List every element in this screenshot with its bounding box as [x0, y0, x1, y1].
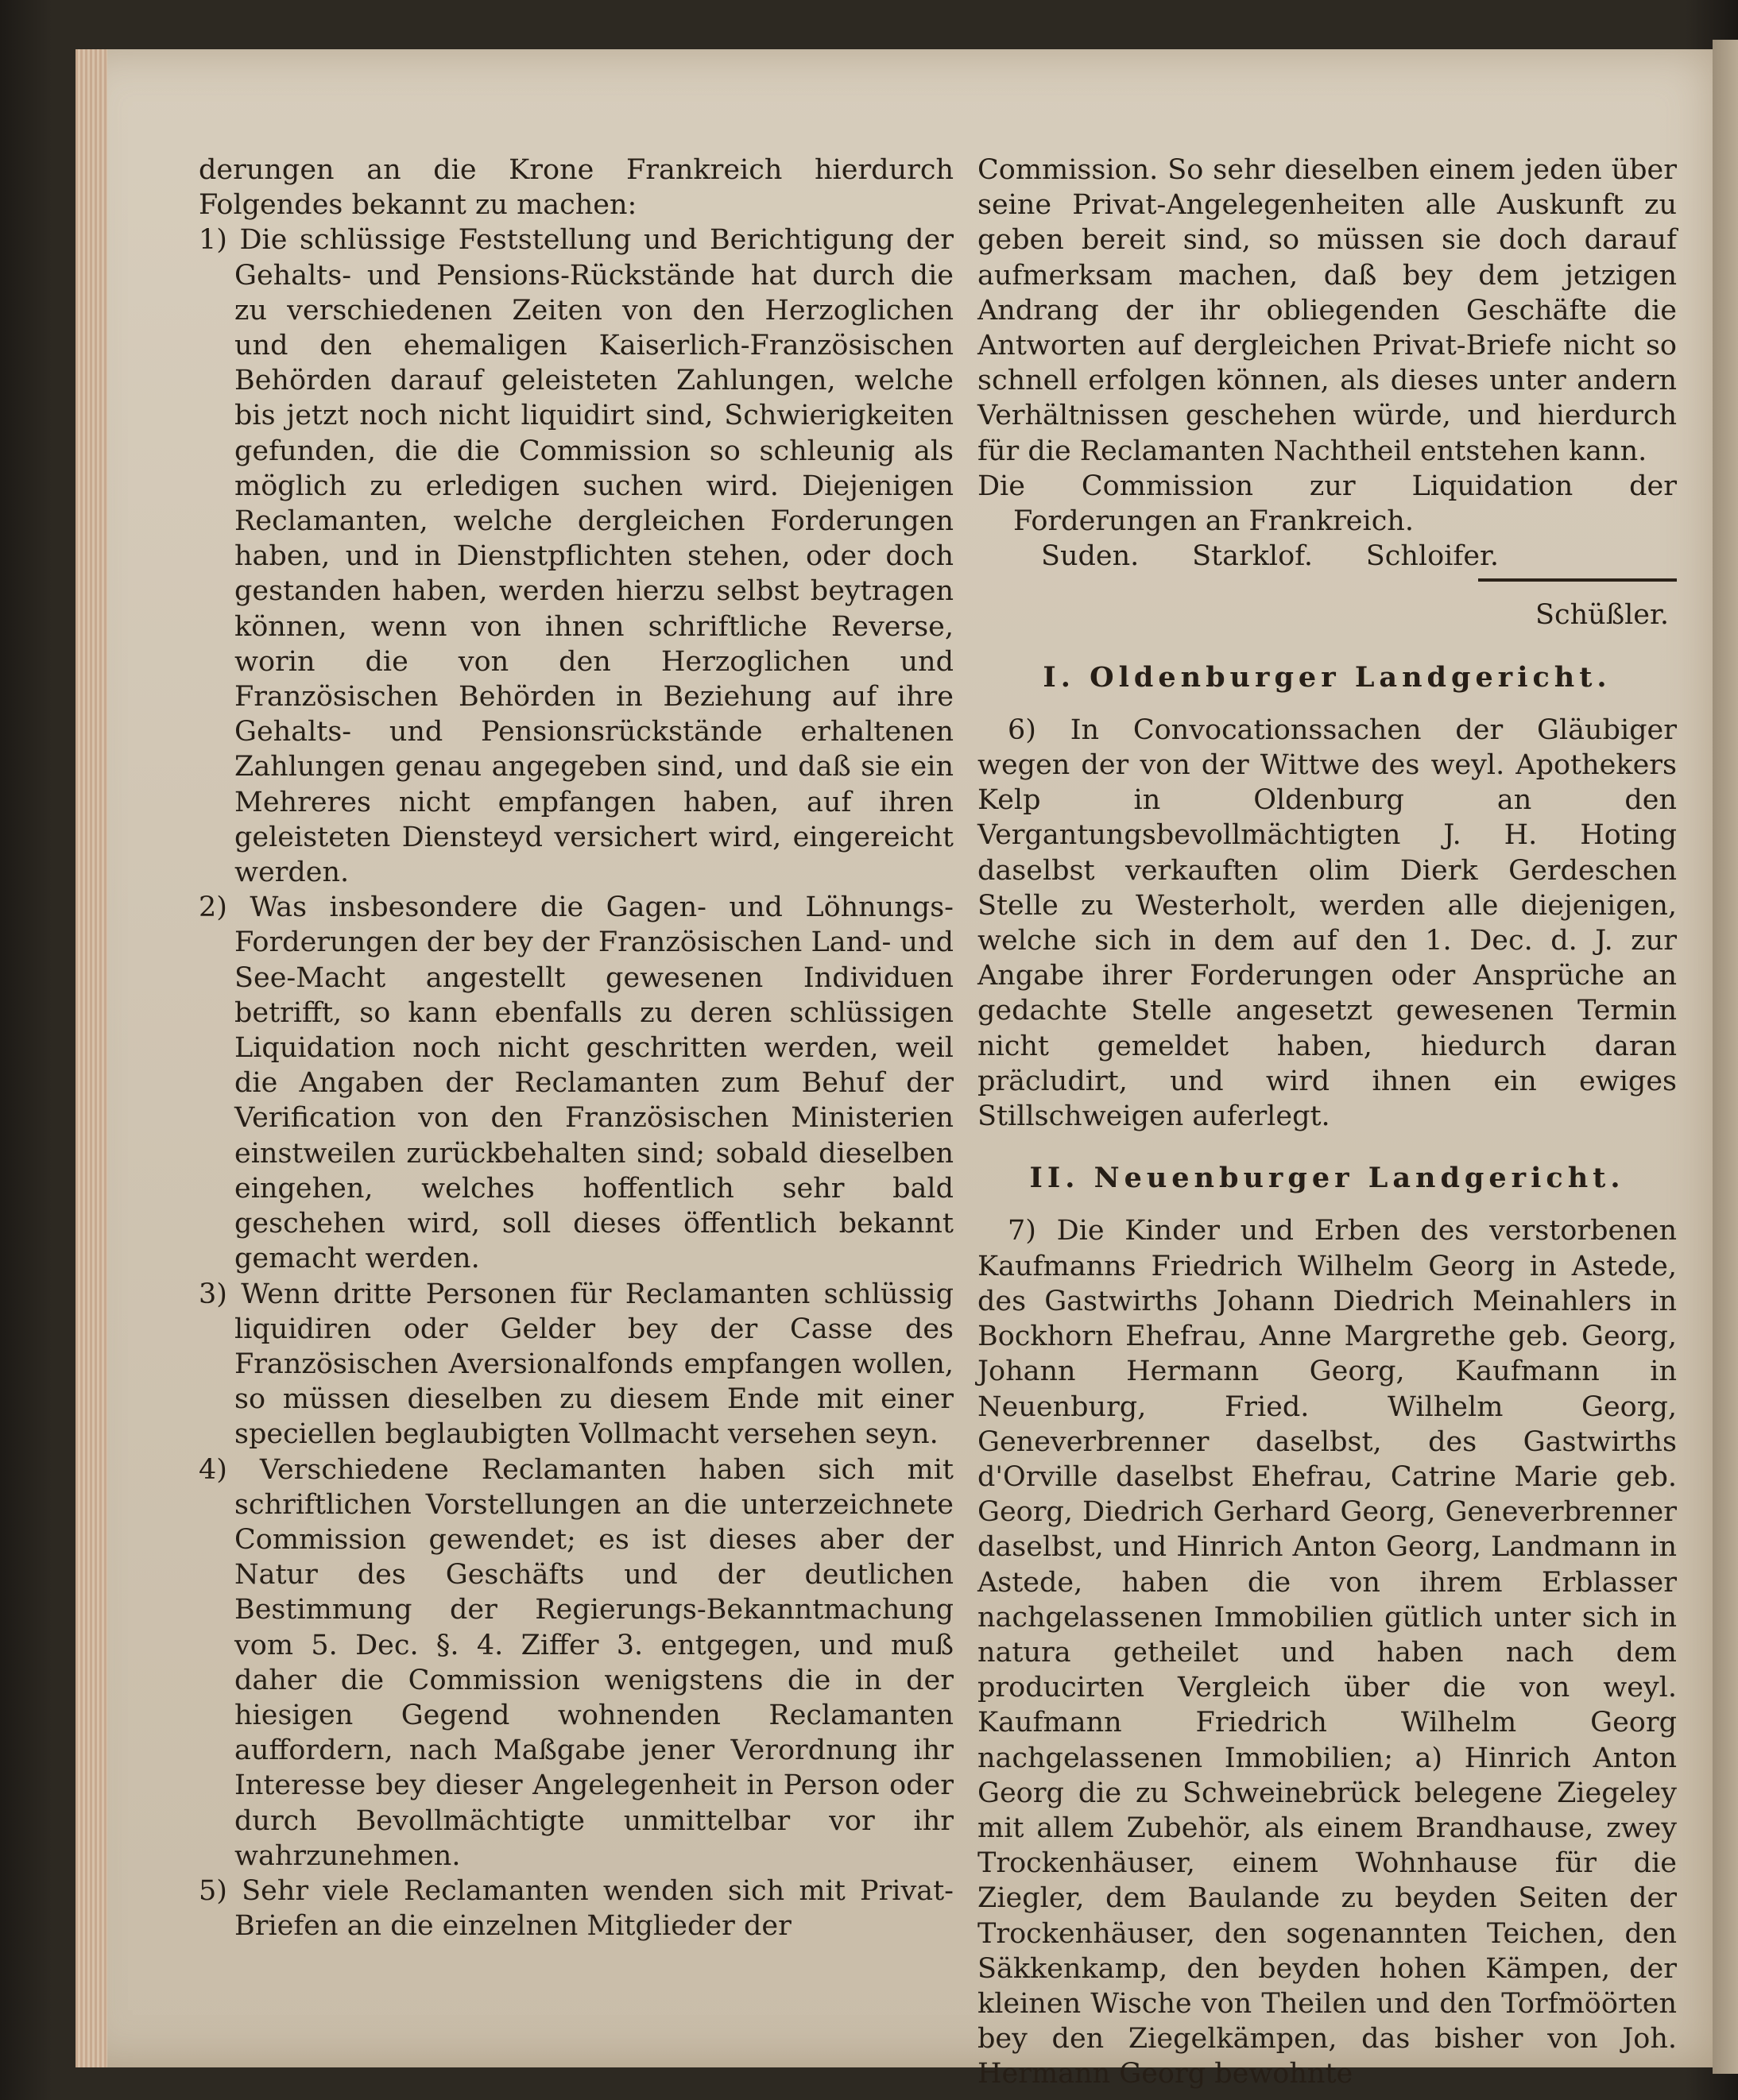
section-title-oldenburg: I. Oldenburger Landgericht.: [1043, 660, 1612, 694]
list-item: [199, 890, 954, 1276]
intro-text: derungen an die Krone Frankreich hierdurch Folgendes bekannt zu machen:: [199, 154, 954, 222]
item-number: 5): [199, 1874, 227, 1907]
section-text-oldenburg: 6) In Convocationssachen der Gläubiger wegen der von der Wittwe des weyl. Apothekers Kelp in Oldenburg an den Vergantungsbevollmächtigten J. H. Hoting daselbst verkauften olim Dierk Gerdeschen Stelle zu Westerholt, werden alle diejenigen, welche sich in dem auf den 1. Dec. d. J. zur Angabe ihrer Forderungen oder Ansprüche an gedachte Stelle angesetzt gewesenen Termin nicht gemeldet haben, hiedurch daran präcludirt, und wird ihnen ein ewiges Stillschweigen auferlegt.: [977, 714, 1677, 1133]
continuation-text: Commission. So sehr dieselben einem jeden über seine Privat-Angelegenheiten alle Auskunft zu geben bereit sind, so müssen sie doch darauf aufmerksam machen, daß bey dem jetzigen Andrang der ihr obliegenden Geschäfte die Antworten auf dergleichen Privat-Briefe nicht so schnell erfolgen können, als dieses unter andern Verhältnissen geschehen würde, und hierdurch für die Reclamanten Nachtheil entstehen kann.: [977, 154, 1677, 467]
signature-rule: [1478, 578, 1677, 582]
item-number: 2): [199, 891, 227, 924]
item-text: Wenn dritte Personen für Reclamanten schlüssig liquidiren oder Gelder bey der Casse des Französischen Aversionalfonds empfangen wollen, so müssen dieselben zu diesem Ende mit einer speciellen beglaubigten Vollmacht versehen seyn.: [234, 1278, 954, 1451]
section-text-neuenburg: 7) Die Kinder und Erben des verstorbenen Kaufmanns Friedrich Wilhelm Georg in Astede, des Gastwirths Johann Diedrich Meinahlers in Bockhorn Ehefrau, Anne Margrethe geb. Georg, Johann Hermann Georg, Kaufmann in Neuenburg, Fried. Wilhelm Georg, Geneverbrenner daselbst, des Gastwirths d'Orville daselbst Ehefrau, Catrine Marie geb. Georg, Diedrich Gerhard Georg, Geneverbrenner daselbst, und Hinrich Anton Georg, Landmann in Astede, haben die von ihrem Erblasser nachgelassenen Immobilien gütlich unter sich in natura getheilet und haben nach dem producirten Vergleich über die von weyl. Kaufmann Friedrich Wilhelm Georg nachgelassenen Immobilien; a) Hinrich Anton Georg die zu Schweinebrück belegene Ziegeley mit allem Zubehör, als einem Brandhause, zwey Trockenhäuser, einem Wohnhause für die Ziegler, dem Baulande zu beyden Seiten der Trockenhäuser, den sogenannten Teichen, den Säkkenkamp, den beyden hohen Kämpen, der kleinen Wische von Theilen und den Torfmöörten bey den Ziegelkämpen, das bisher von Joh. Hermann Georg bewohnte: [977, 1215, 1677, 2090]
section-title-neuenburg: II. Neuenburger Landgericht.: [1029, 1162, 1625, 1195]
list-item: [199, 222, 954, 890]
right-column: [977, 153, 1677, 2092]
page-edges: [75, 49, 107, 2067]
list-item: [199, 1277, 954, 1452]
item-text: Verschiedene Reclamanten haben sich mit schriftlichen Vorstellungen an die unterzeichnete Commission gewendet; es ist dieses aber der Natur des Geschäfts und der deutlichen Bestimmung der Regierungs-Bekanntmachung vom 5. Dec. §. 4. Ziffer 3. entgegen, und muß daher die Commission wenigstens die in der hiesigen Gegend wohnenden Reclamanten auffordern, nach Maßgabe jener Verordnung ihr Interesse bey dieser Angelegenheit in Person oder durch Bevollmächtigte unmittelbar vor ihr wahrzunehmen.: [234, 1453, 954, 1872]
list-item: [199, 1452, 954, 1874]
item-number: 4): [199, 1453, 227, 1486]
left-column: [199, 153, 954, 1943]
signer: Suden.: [1041, 540, 1140, 573]
item-text: Was insbesondere die Gagen- und Löhnungs-Forderungen der bey der Französischen Land- und See-Macht angestellt gewesenen Individuen betrifft, so kann ebenfalls zu deren schlüssigen Liquidation noch nicht geschritten werden, weil die Angaben der Reclamanten zum Behuf der Verification von den Französischen Ministerien einstweilen zurückbehalten sind; sobald dieselben eingehen, welches hoffentlich sehr bald geschehen wird, soll dieses öffentlich bekannt gemacht werden.: [234, 891, 954, 1275]
signer-names: [977, 539, 1677, 574]
item-number: 3): [199, 1278, 227, 1310]
item-text: Die schlüssige Feststellung und Berichtigung der Gehalts- und Pensions-Rückstände hat durch die zu verschiedenen Zeiten von den Herzoglichen und den ehemaligen Kaiserlich-Französischen Behörden darauf geleisteten Zahlungen, welche bis jetzt noch nicht liquidirt sind, Schwierigkeiten gefunden, die die Commission so schleunig als möglich zu erledigen suchen wird. Diejenigen Reclamanten, welche dergleichen Forderungen haben, und in Dienstpflichten stehen, oder doch gestanden haben, werden hierzu selbst beytragen können, wenn von ihnen schriftliche Reverse, worin die von den Herzoglichen und Französischen Behörden in Beziehung auf ihre Gehalts- und Pensionsrückstände erhaltenen Zahlungen genau angegeben sind, und daß sie ein Mehreres nicht empfangen haben, auf ihren geleisteten Diensteyd versichert wird, eingereicht werden.: [234, 224, 954, 889]
next-page-edge: [1713, 40, 1738, 2074]
item-number: 1): [199, 224, 227, 257]
signer: Schloifer.: [1365, 540, 1500, 573]
item-text: Sehr viele Reclamanten wenden sich mit Privat-Briefen an die einzelnen Mitglieder der: [234, 1874, 954, 1943]
list-item: [199, 1874, 954, 1943]
signer-last: Schüßler.: [1535, 599, 1669, 632]
signer: Starklof.: [1192, 540, 1314, 573]
commission-signature-line: Die Commission zur Liquidation der Forderungen an Frankreich.: [977, 470, 1677, 538]
